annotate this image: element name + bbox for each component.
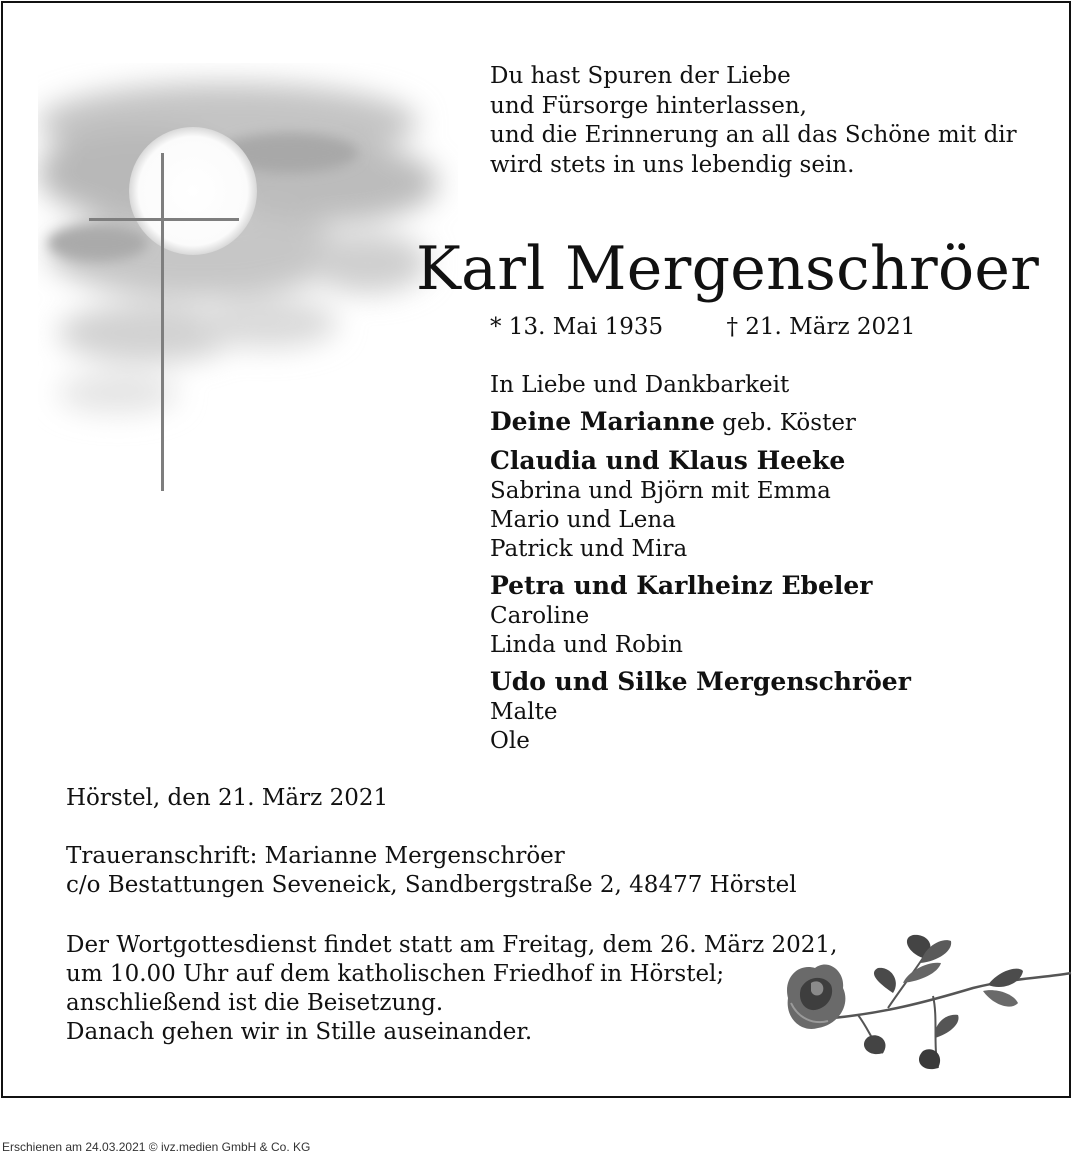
verse-line: und die Erinnerung an all das Schöne mit dir bbox=[490, 122, 1017, 148]
life-dates bbox=[490, 314, 915, 340]
service-info bbox=[66, 931, 837, 1047]
family-member: Malte bbox=[490, 699, 558, 725]
obituary-frame bbox=[1, 1, 1071, 1098]
family-head: Udo und Silke Mergenschröer bbox=[490, 667, 911, 696]
family-member: Mario und Lena bbox=[490, 507, 676, 533]
family-member: Ole bbox=[490, 728, 530, 754]
cross-icon bbox=[38, 63, 458, 503]
service-line: Danach gehen wir in Stille auseinander. bbox=[66, 1019, 533, 1045]
family-head: Petra und Karlheinz Ebeler bbox=[490, 571, 873, 600]
family-head: Claudia und Klaus Heeke bbox=[490, 446, 846, 475]
spouse bbox=[490, 406, 911, 439]
deceased-name: Karl Mergenschröer bbox=[416, 234, 1040, 304]
address-line: Traueranschrift: Marianne Mergenschröer bbox=[66, 843, 565, 869]
rose-icon bbox=[773, 933, 1073, 1083]
service-line: um 10.00 Uhr auf dem katholischen Friedhof in Hörstel; bbox=[66, 961, 725, 987]
family-member: Patrick und Mira bbox=[490, 536, 688, 562]
family-member: Linda und Robin bbox=[490, 632, 683, 658]
spouse-maiden-name: geb. Köster bbox=[714, 410, 856, 436]
verse-line: Du hast Spuren der Liebe bbox=[490, 63, 791, 89]
address-line: c/o Bestattungen Seveneick, Sandbergstraße 2, 48477 Hörstel bbox=[66, 872, 797, 898]
family-member: Sabrina und Björn mit Emma bbox=[490, 478, 831, 504]
publication-credit: Erschienen am 24.03.2021 © ivz.medien GmbH & Co. KG bbox=[2, 1140, 311, 1154]
mourners bbox=[490, 371, 911, 756]
mourners-intro: In Liebe und Dankbarkeit bbox=[490, 372, 790, 398]
place-date: Hörstel, den 21. März 2021 bbox=[66, 785, 389, 811]
service-line: anschließend ist die Beisetzung. bbox=[66, 990, 444, 1016]
spouse-name: Deine Marianne bbox=[490, 407, 715, 436]
verse-line: und Fürsorge hinterlassen, bbox=[490, 92, 807, 119]
verse-line: wird stets in uns lebendig sein. bbox=[490, 151, 855, 178]
family-member: Caroline bbox=[490, 603, 590, 629]
birth-date: * 13. Mai 1935 bbox=[490, 314, 664, 340]
verse bbox=[490, 62, 1017, 180]
death-date: † 21. März 2021 bbox=[726, 314, 916, 340]
mourning-address bbox=[66, 842, 797, 900]
service-line: Der Wortgottesdienst findet statt am Freitag, dem 26. März 2021, bbox=[66, 932, 838, 958]
